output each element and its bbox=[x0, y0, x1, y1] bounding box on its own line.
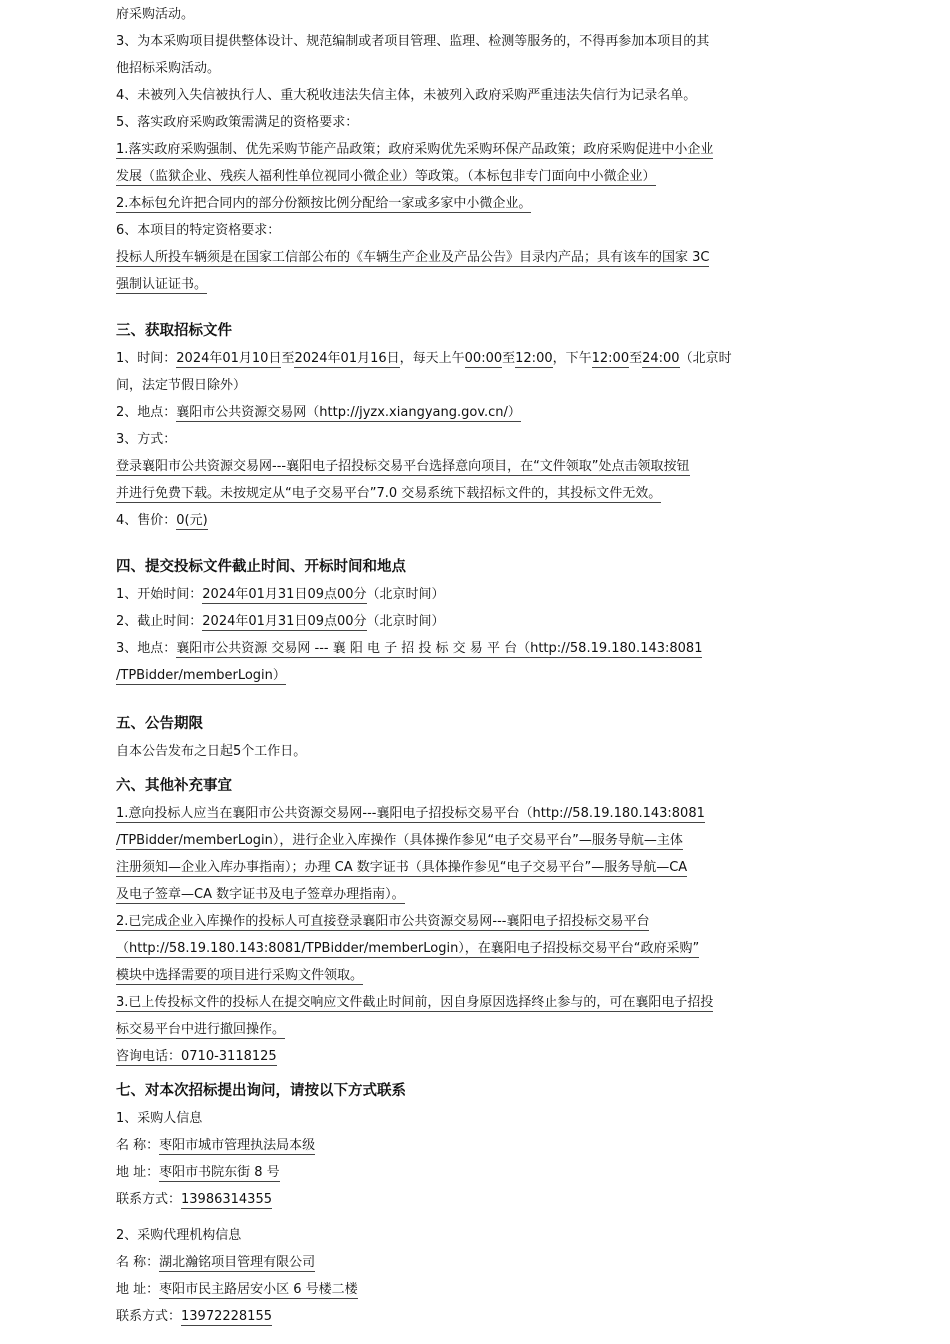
buyer-info-title: 1、采购人信息 bbox=[116, 1111, 203, 1126]
section-heading-5: 五、公告期限 bbox=[116, 716, 203, 732]
mid-text: ，每天上午 bbox=[399, 351, 465, 366]
end-label: 2、截止时间： bbox=[116, 614, 203, 629]
method-text: 并进行免费下载。未按规定从“电子交易平台”7.0 交易系统下载招标文件的，其投标文件无效。 bbox=[116, 486, 662, 501]
buyer-name: 枣阳市城市管理执法局本级 bbox=[159, 1138, 316, 1153]
agent-contact-line bbox=[116, 1308, 746, 1326]
supplement-text: 3.已上传投标文件的投标人在提交响应文件截止时间前，因自身原因选择终止参与的，可在襄阳电子招投 bbox=[116, 995, 714, 1010]
notice-period-text: 自本公告发布之日起5个工作日。 bbox=[116, 744, 307, 759]
supplement-line bbox=[116, 940, 746, 958]
policy-line bbox=[116, 168, 746, 186]
buyer-address-line bbox=[116, 1164, 746, 1182]
pm-end: 24:00 bbox=[642, 351, 680, 366]
contact-label: 联系方式： bbox=[116, 1309, 182, 1324]
supplement-line bbox=[116, 805, 746, 823]
specific-requirement-line bbox=[116, 276, 746, 294]
time-label: 1、时间： bbox=[116, 351, 177, 366]
start-time: 2024年01月31日09点00分 bbox=[202, 587, 367, 602]
start-time-line bbox=[116, 586, 746, 604]
consult-phone: 咨询电话：0710-3118125 bbox=[116, 1049, 277, 1064]
address-label: 地 址： bbox=[116, 1165, 160, 1180]
name-label: 名 称： bbox=[116, 1255, 160, 1270]
to-text: 至 bbox=[502, 351, 516, 366]
beijing-time-text: （北京时 bbox=[679, 351, 732, 366]
supplement-line bbox=[116, 913, 746, 931]
method-label: 3、方式： bbox=[116, 432, 177, 447]
agent-address: 枣阳市民主路居安小区 6 号楼二楼 bbox=[159, 1282, 358, 1297]
supplement-line bbox=[116, 859, 746, 877]
policy-text: 发展（监狱企业、残疾人福利性单位视同小微企业）等政策。（本标包非专门面向中小微企业） bbox=[116, 169, 656, 184]
to-text: 至 bbox=[629, 351, 643, 366]
bid-place-link-cont[interactable]: /TPBidder/memberLogin） bbox=[116, 668, 286, 683]
qualification-line: 5、落实政府采购政策需满足的资格要求： bbox=[116, 115, 359, 130]
qualification-line: 4、未被列入失信被执行人、重大税收违法失信主体，未被列入政府采购严重违法失信行为记录名单。 bbox=[116, 88, 697, 103]
agent-name-line bbox=[116, 1254, 746, 1272]
qualification-line: 6、本项目的特定资格要求： bbox=[116, 223, 281, 238]
time-line-cont: 间，法定节假日除外） bbox=[116, 378, 247, 393]
supplement-text: 2.已完成企业入库操作的投标人可直接登录襄阳市公共资源交易网---襄阳电子招投标交易平台 bbox=[116, 914, 650, 929]
supplement-text: /TPBidder/memberLogin），进行企业入库操作（具体操作参见“电子交易平台”—服务导航—主体 bbox=[116, 833, 683, 848]
qualification-line: 3、为本采购项目提供整体设计、规范编制或者项目管理、监理、检测等服务的，不得再参加本项目的其 bbox=[116, 34, 710, 49]
agent-address-line bbox=[116, 1281, 746, 1299]
buyer-phone: 13986314355 bbox=[181, 1192, 272, 1207]
price-value: 0(元) bbox=[176, 513, 208, 528]
policy-text: 2.本标包允许把合同内的部分份额按比例分配给一家或多家中小微企业。 bbox=[116, 196, 532, 211]
place-label: 2、地点： bbox=[116, 405, 177, 420]
start-label: 1、开始时间： bbox=[116, 587, 203, 602]
policy-text: 1.落实政府采购强制、优先采购节能产品政策；政府采购优先采购环保产品政策；政府采购促进中小企业 bbox=[116, 142, 714, 157]
end-time-line bbox=[116, 613, 746, 631]
buyer-contact-line bbox=[116, 1191, 746, 1209]
supplement-line bbox=[116, 967, 746, 985]
method-line bbox=[116, 485, 746, 503]
price-line bbox=[116, 512, 746, 530]
policy-line bbox=[116, 141, 746, 159]
supplement-text: （http://58.19.180.143:8081/TPBidder/memberLogin），在襄阳电子招投标交易平台“政府采购” bbox=[116, 941, 700, 956]
supplement-line bbox=[116, 832, 746, 850]
section-heading-3: 三、获取招标文件 bbox=[116, 323, 232, 339]
requirement-text: 强制认证证书。 bbox=[116, 277, 208, 292]
buyer-address: 枣阳市书院东街 8 号 bbox=[159, 1165, 280, 1180]
pm-text: ，下午 bbox=[552, 351, 592, 366]
agent-info-title: 2、采购代理机构信息 bbox=[116, 1228, 242, 1243]
contact-label: 联系方式： bbox=[116, 1192, 182, 1207]
qualification-line: 府采购活动。 bbox=[116, 7, 195, 22]
beijing-time: （北京时间） bbox=[366, 614, 445, 629]
address-label: 地 址： bbox=[116, 1282, 160, 1297]
to-text: 至 bbox=[281, 351, 295, 366]
pm-start: 12:00 bbox=[591, 351, 630, 366]
am-start: 00:00 bbox=[464, 351, 503, 366]
agent-phone: 13972228155 bbox=[181, 1309, 272, 1324]
policy-line bbox=[116, 195, 746, 213]
supplement-line bbox=[116, 886, 746, 904]
place-label: 3、地点： bbox=[116, 641, 177, 656]
method-line bbox=[116, 458, 746, 476]
section-heading-6: 六、其他补充事宜 bbox=[116, 778, 232, 794]
supplement-text: 注册须知—企业入库办事指南）；办理 CA 数字证书（具体操作参见“电子交易平台”—服务导航—CA bbox=[116, 860, 688, 875]
specific-requirement-line bbox=[116, 249, 746, 267]
supplement-line bbox=[116, 994, 746, 1012]
qualification-line: 他招标采购活动。 bbox=[116, 61, 221, 76]
supplement-text: 及电子签章—CA 数字证书及电子签章办理指南）。 bbox=[116, 887, 405, 902]
bid-place-link[interactable]: 襄阳市公共资源 交易网 --- 襄 阳 电 子 招 投 标 交 易 平 台（http://58.19.180.143:8081 bbox=[176, 641, 703, 656]
section-heading-7: 七、对本次招标提出询问，请按以下方式联系 bbox=[116, 1083, 406, 1099]
agent-name: 湖北瀚铭项目管理有限公司 bbox=[159, 1255, 316, 1270]
requirement-text: 投标人所投车辆须是在国家工信部公布的《车辆生产企业及产品公告》目录内产品；具有该车的国家 3C bbox=[116, 250, 710, 265]
place-line bbox=[116, 404, 746, 422]
name-label: 名 称： bbox=[116, 1138, 160, 1153]
place-link[interactable]: 襄阳市公共资源交易网（http://jyzx.xiangyang.gov.cn/） bbox=[176, 405, 521, 420]
beijing-time: （北京时间） bbox=[366, 587, 445, 602]
end-date: 2024年01月16日 bbox=[294, 351, 400, 366]
price-label: 4、售价： bbox=[116, 513, 177, 528]
time-line bbox=[116, 350, 746, 368]
start-date: 2024年01月10日 bbox=[176, 351, 282, 366]
method-text: 登录襄阳市公共资源交易网---襄阳电子招投标交易平台选择意向项目，在“文件领取”处点击领取按钮 bbox=[116, 459, 690, 474]
bid-place-line-cont bbox=[116, 667, 746, 685]
supplement-text: 模块中选择需要的项目进行采购文件领取。 bbox=[116, 968, 364, 983]
end-time: 2024年01月31日09点00分 bbox=[202, 614, 367, 629]
buyer-name-line bbox=[116, 1137, 746, 1155]
am-end: 12:00 bbox=[515, 351, 553, 366]
supplement-text: 标交易平台中进行撤回操作。 bbox=[116, 1022, 286, 1037]
supplement-line bbox=[116, 1021, 746, 1039]
section-heading-4: 四、提交投标文件截止时间、开标时间和地点 bbox=[116, 559, 406, 575]
consult-phone-line bbox=[116, 1048, 746, 1066]
bid-place-line bbox=[116, 640, 746, 658]
supplement-text: 1.意向投标人应当在襄阳市公共资源交易网---襄阳电子招投标交易平台（http://58.19.180.143:8081 bbox=[116, 806, 705, 821]
